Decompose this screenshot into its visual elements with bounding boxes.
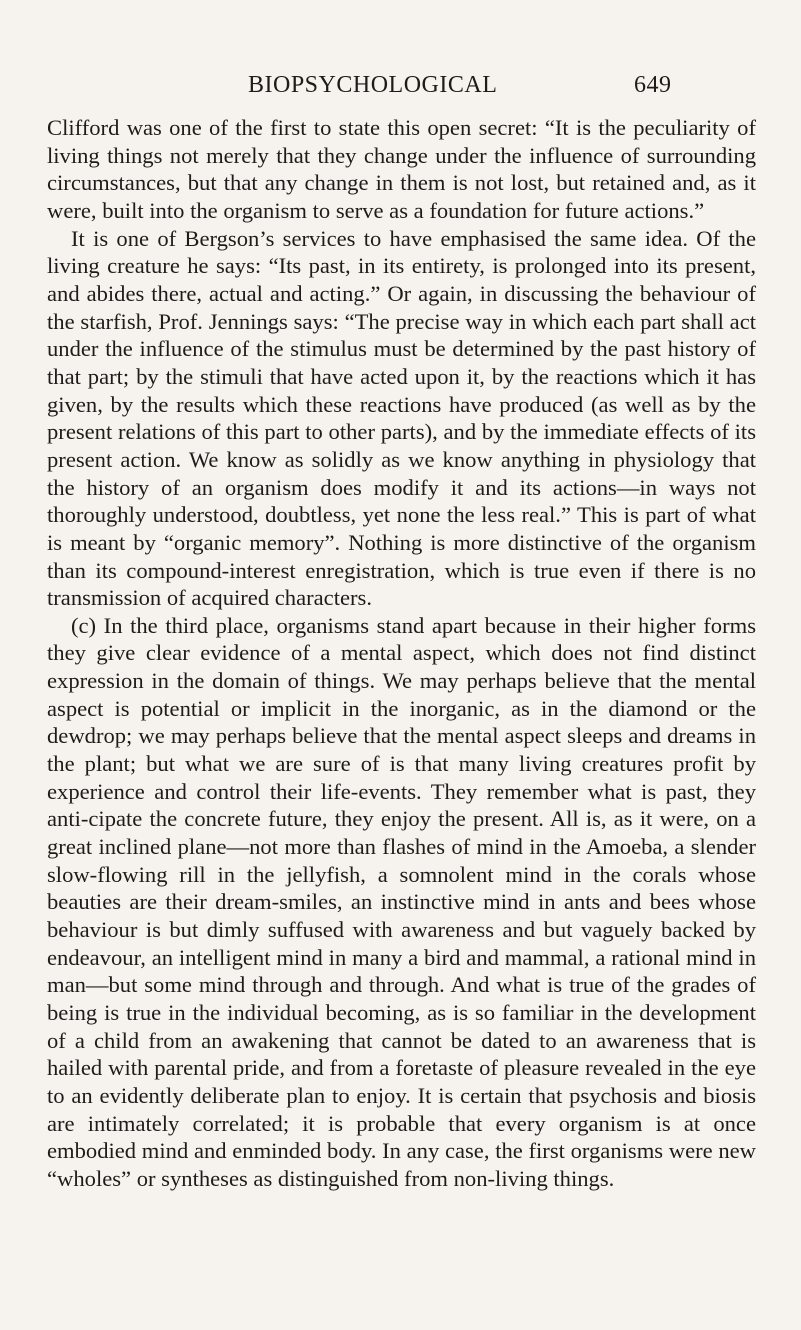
running-title: BIOPSYCHOLOGICAL	[248, 72, 498, 98]
running-head	[0, 70, 801, 110]
paragraph-bergson: It is one of Bergson’s services to have emphasised the same idea. Of the living creature he says: “Its past, in its entirety, is prolonged into its present, and abides there, actual and acting.” Or again, in discussing the behaviour of the starfish, Prof. Jennings says: “The precise way in which each part shall act under the influence of the stimulus must be determined by the past history of that part; by the stimuli that have acted upon it, by the reactions which it has given, by the results which these reactions have produced (as well as by the present relations of this part to other parts), and by the immediate effects of its present action. We know as solidly as we know anything in physiology that the history of an organism does modify it and its actions—in ways not thoroughly understood, doubtless, yet none the less real.” This is part of what is meant by “organic memory”. Nothing is more distinctive of the organism than its compound-interest enregistration, which is true even if there is no transmission of acquired characters.	[47, 225, 756, 611]
paragraph-mental-aspect: (c) In the third place, organisms stand apart because in their higher forms they give clear evidence of a mental aspect, which does not find distinct expression in the domain of things. We may perhaps believe that the mental aspect is potential or implicit in the inorganic, as in the diamond or the dewdrop; we may perhaps believe that the mental aspect sleeps and dreams in the plant; but what we are sure of is that many living creatures profit by experience and control their life-events. They remember what is past, they anti-cipate the concrete future, they enjoy the present. All is, as it were, on a great inclined plane—not more than flashes of mind in the Amoeba, a slender slow-flowing rill in the jellyfish, a somnolent mind in the corals whose beauties are their dream-smiles, an instinctive mind in ants and bees whose behaviour is but dimly suffused with awareness and but vaguely backed by endeavour, an intelligent mind in many a bird and mammal, a rational mind in man—but some mind through and through. And what is true of the grades of being is true in the individual becoming, as is so familiar in the development of a child from an awakening that cannot be dated to an awareness that is hailed with parental pride, and from a foretaste of pleasure revealed in the eye to an evidently deliberate plan to enjoy. It is certain that psychosis and biosis are intimately correlated; it is probable that every organism is at once embodied mind and enminded body. In any case, the first organisms were new “wholes” or syntheses as distinguished from non-living things.	[47, 612, 756, 1191]
page-number: 649	[634, 72, 672, 98]
paragraph-clifford: Clifford was one of the first to state this open secret: “It is the peculiarity of living things not merely that they change under the influence of surrounding circumstances, but that any change in them is not lost, but retained and, as it were, built into the organism to serve as a foundation for future actions.”	[47, 115, 756, 223]
body-text	[47, 114, 756, 1193]
